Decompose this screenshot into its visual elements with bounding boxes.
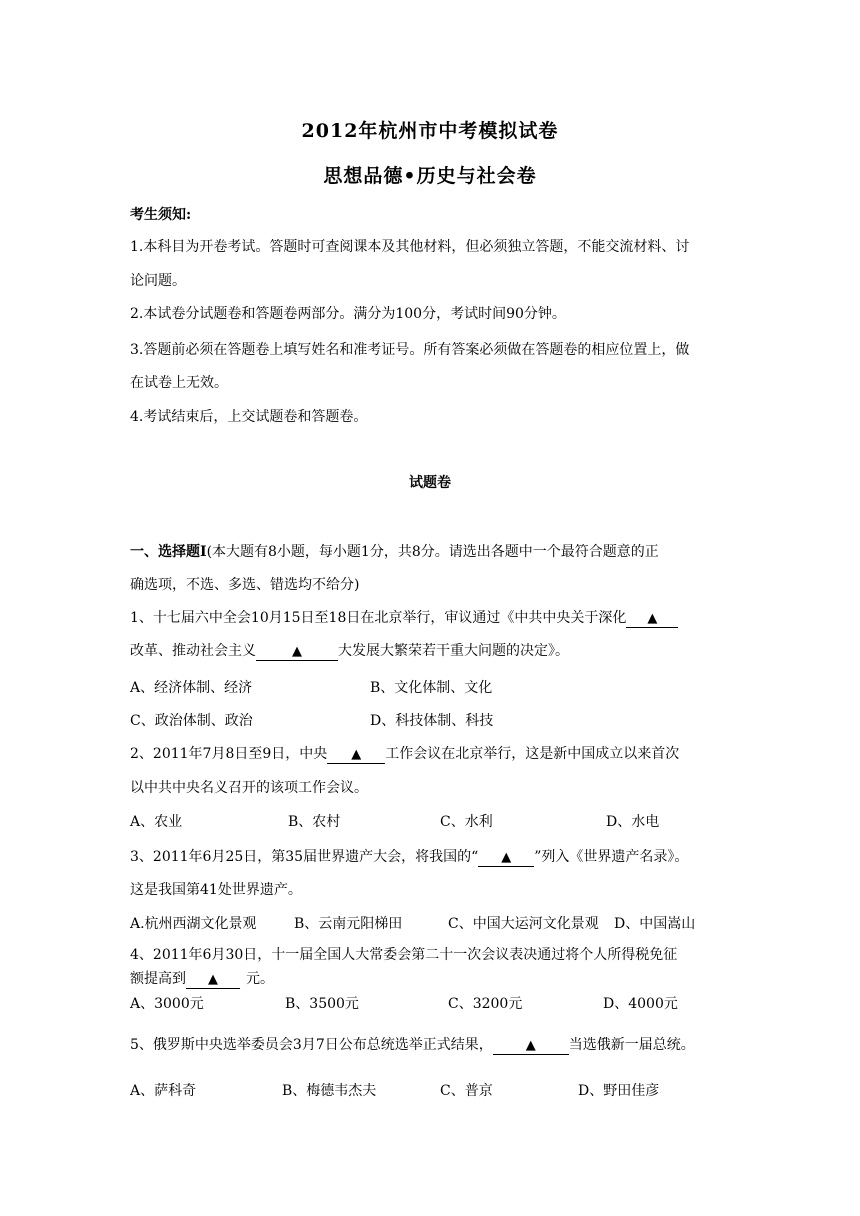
answer-blank bbox=[256, 643, 338, 661]
question-2-option-d: D、水电 bbox=[606, 814, 660, 830]
question-5-line-1 bbox=[130, 1034, 695, 1055]
answer-blank bbox=[327, 746, 385, 764]
question-3-option-c: C、中国大运河文化景观 bbox=[448, 916, 599, 932]
question-5-option-b: B、梅德韦杰夫 bbox=[282, 1083, 377, 1099]
part-title: 一、选择题Ⅰ bbox=[130, 544, 207, 560]
answer-blank bbox=[478, 849, 534, 867]
instruction-2: 2.本试卷分试题卷和答题卷两部分。满分为100分，考试时间90分钟。 bbox=[130, 306, 566, 322]
instruction-1-line-1: 1.本科目为开卷考试。答题时可查阅课本及其他材料，但必须独立答题，不能交流材料、讨 bbox=[130, 239, 690, 255]
exam-subtitle: 思想品德•历史与社会卷 bbox=[323, 165, 537, 187]
question-1-option-d: D、科技体制、科技 bbox=[370, 713, 494, 729]
blank-triangle-icon: ▲ bbox=[292, 644, 302, 659]
question-5-option-d: D、野田佳彦 bbox=[578, 1083, 660, 1099]
blank-triangle-icon: ▲ bbox=[647, 611, 658, 626]
question-4-option-a: A、3000元 bbox=[130, 996, 204, 1012]
instruction-4: 4.考试结束后，上交试题卷和答题卷。 bbox=[130, 409, 368, 425]
question-3-line-2: 这是我国第41处世界遗产。 bbox=[130, 882, 302, 898]
question-1-option-c: C、政治体制、政治 bbox=[130, 713, 253, 729]
question-3-line-1 bbox=[130, 846, 688, 867]
instruction-3-line-1: 3.答题前必须在答题卷上填写姓名和准考证号。所有答案必须做在答题卷的相应位置上，做 bbox=[130, 342, 690, 358]
question-4-text: 元。 bbox=[246, 971, 274, 987]
question-2-option-a: A、农业 bbox=[130, 814, 183, 830]
question-2-line-2: 以中共中央名义召开的该项工作会议。 bbox=[130, 780, 368, 796]
question-3-option-b: B、云南元阳梯田 bbox=[294, 916, 403, 932]
question-5-text: 5、俄罗斯中央选举委员会3月7日公布总统选举正式结果， bbox=[130, 1037, 493, 1053]
question-4-text: 额提高到 bbox=[130, 971, 186, 987]
answer-blank bbox=[626, 610, 678, 628]
part-desc-line-2: 确选项，不选、多选、错选均不给分) bbox=[130, 577, 360, 593]
question-4-line-2 bbox=[130, 968, 274, 989]
question-4-line-1: 4、2011年6月30日，十一届全国人大常委会第二十一次会议表决通过将个人所得税免征 bbox=[130, 947, 678, 963]
part-desc-line-1: (本大题有8小题，每小题1分，共8分。请选出各题中一个最符合题意的正 bbox=[206, 544, 659, 560]
answer-blank bbox=[493, 1037, 569, 1055]
question-1-text: 改革、推动社会主义 bbox=[130, 643, 256, 659]
section-heading: 试题卷 bbox=[409, 475, 451, 491]
question-4-option-d: D、4000元 bbox=[603, 996, 678, 1012]
question-3-option-a: A.杭州西湖文化景观 bbox=[130, 916, 257, 932]
question-5-text: 当选俄新一届总统。 bbox=[568, 1037, 695, 1053]
question-2-text: 2、2011年7月8日至9日，中央 bbox=[130, 746, 328, 762]
question-1-option-a: A、经济体制、经济 bbox=[130, 680, 253, 696]
question-1-text: 1、十七届六中全会10月15日至18日在北京举行，审议通过《中共中央关于深化 bbox=[130, 610, 627, 626]
question-2-option-b: B、农村 bbox=[288, 814, 341, 830]
answer-blank bbox=[186, 971, 240, 989]
instruction-3-line-2: 在试卷上无效。 bbox=[130, 375, 228, 391]
instruction-1-line-2: 论问题。 bbox=[130, 273, 186, 289]
instructions-heading: 考生须知: bbox=[130, 207, 192, 223]
blank-triangle-icon: ▲ bbox=[525, 1038, 536, 1053]
question-2-line-1 bbox=[130, 743, 679, 764]
question-3-option-d: D、中国嵩山 bbox=[614, 916, 696, 932]
question-1-line-1 bbox=[130, 607, 678, 628]
question-4-option-b: B、3500元 bbox=[285, 996, 359, 1012]
question-1-option-b: B、文化体制、文化 bbox=[370, 680, 493, 696]
question-5-option-a: A、萨科奇 bbox=[130, 1083, 197, 1099]
blank-triangle-icon: ▲ bbox=[208, 972, 218, 987]
exam-title: 2012年杭州市中考模拟试卷 bbox=[301, 120, 559, 142]
question-1-text: 大发展大繁荣若干重大问题的决定》。 bbox=[338, 643, 569, 659]
question-1-line-2 bbox=[130, 640, 569, 661]
part-description bbox=[130, 541, 659, 561]
question-2-option-c: C、水利 bbox=[440, 814, 493, 830]
question-2-text: 工作会议在北京举行，这是新中国成立以来首次 bbox=[385, 746, 680, 762]
blank-triangle-icon: ▲ bbox=[501, 850, 512, 865]
question-4-option-c: C、3200元 bbox=[448, 996, 523, 1012]
question-5-option-c: C、普京 bbox=[440, 1083, 493, 1099]
question-3-text: ”列入《世界遗产名录》。 bbox=[534, 849, 689, 865]
blank-triangle-icon: ▲ bbox=[351, 747, 362, 762]
question-3-text: 3、2011年6月25日，第35届世界遗产大会，将我国的“ bbox=[130, 849, 479, 865]
